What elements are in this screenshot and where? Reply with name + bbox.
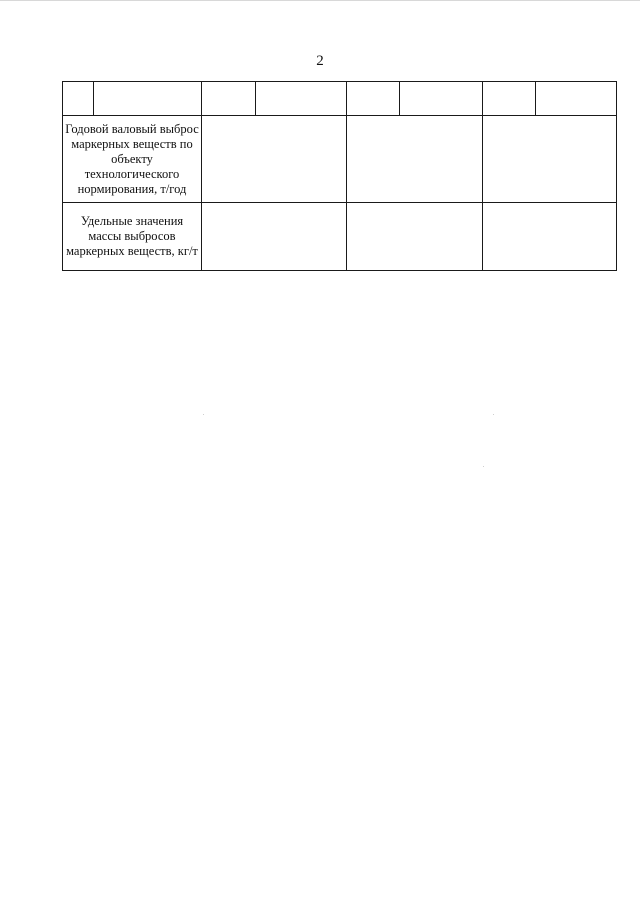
header-cell <box>400 82 483 116</box>
page-number: 2 <box>316 53 324 69</box>
marker-emissions-table <box>62 81 617 271</box>
scan-top-edge <box>0 0 640 1</box>
scan-speck <box>483 466 484 467</box>
header-cell <box>536 82 617 116</box>
value-cell <box>202 116 347 203</box>
table-row-specific-emission-mass <box>63 203 617 271</box>
header-cell <box>483 82 536 116</box>
header-cell <box>63 82 94 116</box>
scan-speck <box>203 414 204 415</box>
row-label-annual-gross-emission: Годовой валовый выброс маркерных веществ по объекту технологического нормирования, т/год <box>63 116 202 203</box>
value-cell <box>483 116 617 203</box>
header-cell <box>202 82 256 116</box>
value-cell <box>347 203 483 271</box>
table-header-row <box>63 82 617 116</box>
scan-speck <box>493 414 494 415</box>
value-cell <box>202 203 347 271</box>
value-cell <box>347 116 483 203</box>
header-cell <box>347 82 400 116</box>
row-label-specific-emission-mass: Удельные значения массы выбросов маркерных веществ, кг/т <box>63 203 202 271</box>
header-cell <box>94 82 202 116</box>
value-cell <box>483 203 617 271</box>
header-cell <box>256 82 347 116</box>
table-row-annual-gross-emission <box>63 116 617 203</box>
